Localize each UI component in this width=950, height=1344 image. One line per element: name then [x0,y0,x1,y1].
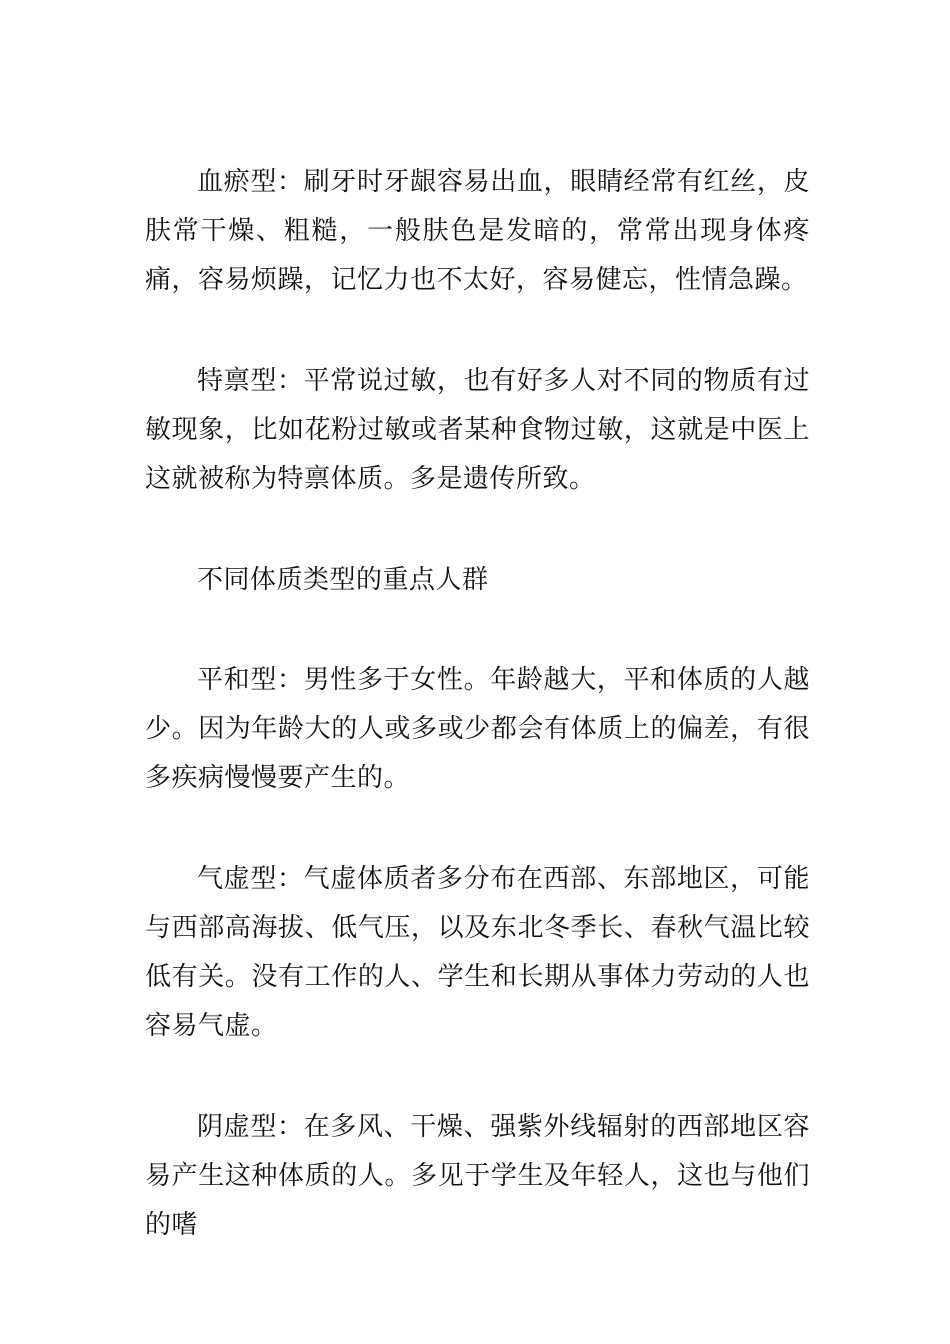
paragraph-qi-deficiency: 气虚型：气虚体质者多分布在西部、东部地区，可能与西部高海拔、低气压，以及东北冬季长、春秋气温比较低有关。没有工作的人、学生和长期从事体力劳动的人也容易气虚。 [145,864,810,1041]
paragraph-special-constitution: 特禀型：平常说过敏，也有好多人对不同的物质有过敏现象，比如花粉过敏或者某种食物过敏，这就是中医上这就被称为特禀体质。多是遗传所致。 [145,366,810,494]
section-heading: 不同体质类型的重点人群 [197,565,489,595]
paragraph-blood-stasis: 血瘀型：刷牙时牙龈容易出血，眼睛经常有红丝，皮肤常干燥、粗糙，一般肤色是发暗的，常常出现身体疼痛，容易烦躁，记忆力也不太好，容易健忘，性情急躁。 [145,167,810,295]
paragraph-balanced-type: 平和型：男性多于女性。年龄越大，平和体质的人越少。因为年龄大的人或多或少都会有体质上的偏差，有很多疾病慢慢要产生的。 [145,665,810,793]
document-page [145,158,810,1302]
paragraph-yin-deficiency: 阴虚型：在多风、干燥、强紫外线辐射的西部地区容易产生这种体质的人。多见于学生及年轻人，这也与他们的嗜 [145,1112,810,1240]
